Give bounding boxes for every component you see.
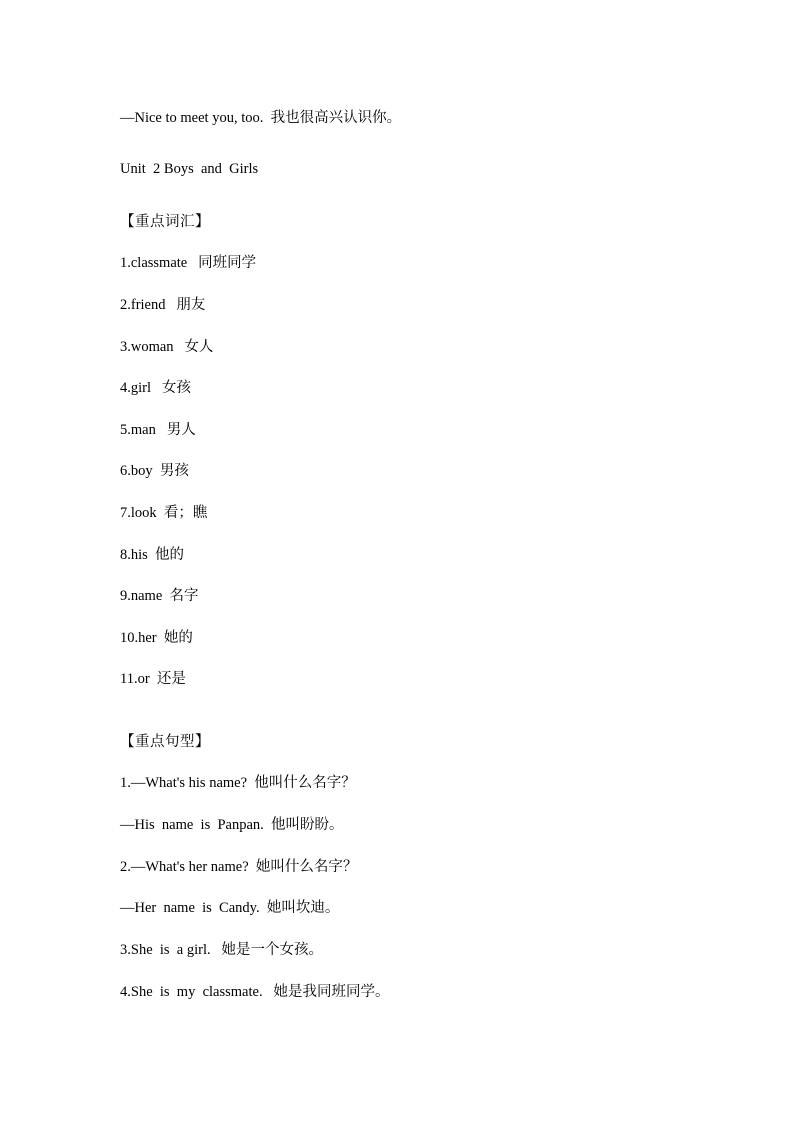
sentence-heading: 【重点句型】 <box>120 734 210 750</box>
sentence-item: —His name is Panpan. 他叫盼盼。 <box>120 817 344 833</box>
vocab-item: 3.woman 女人 <box>120 339 214 355</box>
vocab-item: 9.name 名字 <box>120 588 199 604</box>
vocab-item: 10.her 她的 <box>120 630 193 646</box>
vocab-item: 1.classmate 同班同学 <box>120 255 257 271</box>
vocab-item: 8.his 他的 <box>120 547 185 563</box>
sentence-item: 3.She is a girl. 她是一个女孩。 <box>120 942 323 958</box>
unit-title: Unit 2 Boys and Girls <box>120 161 259 177</box>
vocab-item: 6.boy 男孩 <box>120 463 189 479</box>
vocab-item: 5.man 男人 <box>120 422 196 438</box>
vocab-heading: 【重点词汇】 <box>120 214 210 230</box>
intro-line: —Nice to meet you, too. 我也很高兴认识你。 <box>120 110 402 126</box>
vocab-item: 2.friend 朋友 <box>120 297 206 313</box>
sentence-item: 1.—What's his name? 他叫什么名字？ <box>120 775 356 791</box>
vocab-item: 4.girl 女孩 <box>120 380 191 396</box>
sentence-item: —Her name is Candy. 她叫坎迪。 <box>120 900 340 916</box>
sentence-item: 2.—What's her name? 她叫什么名字？ <box>120 859 358 875</box>
vocab-item: 7.look 看；瞧 <box>120 505 208 521</box>
sentence-item: 4.She is my classmate. 她是我同班同学。 <box>120 984 390 1000</box>
vocab-item: 11.or 还是 <box>120 671 186 687</box>
